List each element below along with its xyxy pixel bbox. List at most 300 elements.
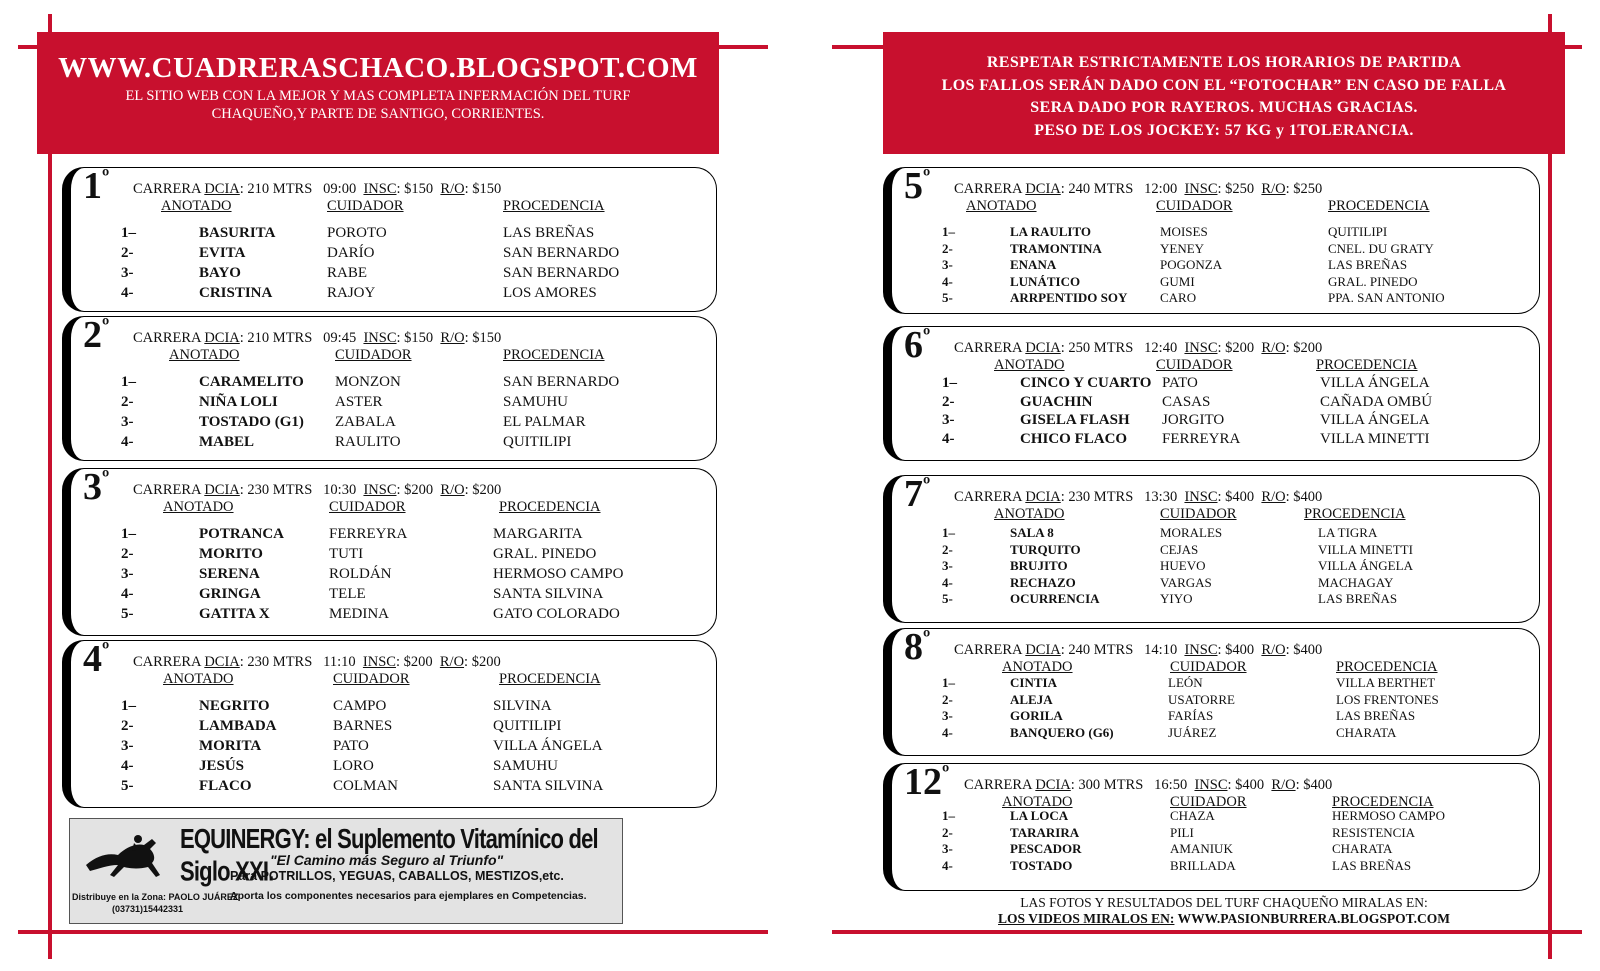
col-anotado-header: ANOTADO <box>1002 659 1073 675</box>
entry-trainer: DARÍO <box>327 245 375 261</box>
race-time: 12:00 <box>1144 181 1178 197</box>
col-procedencia-header: PROCEDENCIA <box>1304 506 1406 522</box>
entry-horse: LUNÁTICO <box>1010 273 1081 289</box>
entry-origin: GRAL. PINEDO <box>493 546 597 562</box>
rules-line: RESPETAR ESTRICTAMENTE LOS HORARIOS DE PARTIDA <box>986 54 1462 71</box>
entry-horse: MABEL <box>199 434 255 450</box>
entry-origin: QUITILIPI <box>1328 224 1388 239</box>
entry-origin: CHARATA <box>1336 724 1397 740</box>
entry-trainer: JUÁREZ <box>1168 724 1217 740</box>
frame-line <box>832 930 1582 934</box>
race-ro-label: R/O <box>1261 340 1286 356</box>
entry-horse: CINCO Y CUARTO <box>1020 375 1152 391</box>
race-card-2 <box>62 313 717 461</box>
entry-origin: SAN BERNARDO <box>503 265 620 281</box>
entry-trainer: ROLDÁN <box>329 566 392 582</box>
entry-number: 1– <box>121 374 136 390</box>
race-ro-value: $200 <box>1293 340 1323 356</box>
entry-horse: BANQUERO (G6) <box>1010 724 1114 740</box>
col-anotado-header: ANOTADO <box>994 357 1065 373</box>
race-ro-value: $200 <box>471 654 501 670</box>
site-subtitle: EL SITIO WEB CON LA MEJOR Y MAS COMPLETA INFERMACIÓN DEL TURF CHAQUEÑO,Y PARTE DE SANTIGO, CORRIENTES. <box>125 88 631 122</box>
race-ro-label: R/O <box>439 654 465 670</box>
col-anotado-header: ANOTADO <box>966 198 1037 214</box>
entry-origin: SANTA SILVINA <box>493 586 604 602</box>
entry-origin: VILLA MINETTI <box>1320 430 1430 447</box>
entry-origin: LAS BREÑAS <box>503 225 595 241</box>
race-insc-label: INSC <box>1184 642 1218 658</box>
col-cuidador-header: CUIDADOR <box>327 198 404 214</box>
race-number-value: 3 <box>83 466 102 508</box>
race-insc-label: INSC <box>363 330 397 346</box>
entry-horse: ARRPENTIDO SOY <box>1010 290 1128 305</box>
entry-origin: GRAL. PINEDO <box>1328 273 1418 289</box>
race-number-value: 2 <box>83 314 102 356</box>
race-number-value: 1 <box>83 165 102 207</box>
entry-number: 2- <box>942 393 955 410</box>
entry-trainer: BARNES <box>333 718 393 734</box>
entry-horse: GORILA <box>1010 708 1063 723</box>
entry-number: 5- <box>942 591 953 606</box>
entry-trainer: COLMAN <box>333 778 399 794</box>
entry-number: 2- <box>121 718 134 734</box>
race-ro-value: $400 <box>1293 642 1323 658</box>
race-distance: 230 <box>247 654 270 670</box>
entry-number: 3- <box>121 566 134 582</box>
race-card-1 <box>62 164 717 312</box>
entry-horse: BASURITA <box>199 225 276 241</box>
entry-origin: LOS FRENTONES <box>1336 691 1439 707</box>
race-insc-label: INSC <box>1184 489 1218 505</box>
entry-origin: SANTA SILVINA <box>493 778 604 794</box>
entry-horse: MORITA <box>199 738 262 754</box>
race-time: 11:10 <box>323 654 356 670</box>
entry-horse: OCURRENCIA <box>1010 591 1100 606</box>
race-number-ordinal: º <box>102 164 110 189</box>
race-number-ordinal: º <box>942 760 950 785</box>
ad-distributor-phone: (03731)15442331 <box>112 904 184 914</box>
entry-horse: TRAMONTINA <box>1010 240 1102 256</box>
ad-title: EQUINERGY: el Suplemento Vitamínico del Siglo XXI. <box>180 823 598 887</box>
entry-number: 2- <box>942 691 953 707</box>
entry-origin: LAS BREÑAS <box>1318 591 1398 606</box>
race-number-value: 6 <box>904 324 923 366</box>
entry-horse: TOSTADO (G1) <box>199 414 304 430</box>
race-number <box>904 474 930 514</box>
race-mtrs-label: MTRS <box>272 181 313 197</box>
race-time: 09:00 <box>323 181 357 197</box>
entry-horse: BRUJITO <box>1010 558 1068 573</box>
race-ro-value: $400 <box>1303 777 1333 793</box>
race-dcia-label: DCIA <box>1025 181 1061 197</box>
entry-number: 3- <box>121 414 134 430</box>
race-time: 14:10 <box>1144 642 1178 658</box>
race-carrera-label: CARRERA <box>954 642 1022 658</box>
entry-trainer: POROTO <box>327 225 387 241</box>
race-ro-label: R/O <box>440 330 465 346</box>
race-insc-label: INSC <box>363 482 397 498</box>
entry-horse: PESCADOR <box>1010 841 1082 856</box>
race-mtrs-label: MTRS <box>272 654 313 670</box>
entry-trainer: GUMI <box>1160 273 1195 289</box>
race-dcia-label: DCIA <box>1025 489 1061 505</box>
left-header-banner <box>37 32 719 154</box>
race-dcia-label: DCIA <box>1025 340 1061 356</box>
entry-trainer: PILI <box>1170 824 1194 840</box>
race-carrera-label: CARRERA <box>133 181 201 197</box>
race-number <box>904 325 930 365</box>
racehorse-icon <box>78 825 178 885</box>
footer-videos-line <box>883 911 1565 927</box>
race-card-7 <box>883 472 1540 623</box>
entry-origin: LOS AMORES <box>503 285 597 301</box>
entry-number: 2- <box>942 240 953 256</box>
entry-origin: VILLA BERTHET <box>1336 675 1436 690</box>
race-ro-value: $150 <box>472 181 502 197</box>
entry-trainer: FERREYRA <box>329 526 408 542</box>
race-insc-label: INSC <box>362 654 396 670</box>
entry-horse: GRINGA <box>199 586 261 602</box>
race-insc-value: $150 <box>404 181 434 197</box>
entry-number: 3- <box>942 841 953 856</box>
race-insc-value: $400 <box>1225 642 1255 658</box>
race-number-ordinal: º <box>102 465 110 490</box>
race-carrera-label: CARRERA <box>964 777 1032 793</box>
race-insc-label: INSC <box>1194 777 1228 793</box>
entry-number: 1– <box>121 698 136 714</box>
entry-number: 2- <box>121 245 134 261</box>
col-cuidador-header: CUIDADOR <box>1170 794 1247 810</box>
race-info: CARRERA DCIA: 210 MTRS 09:00 INSC: $150 R/O: $150 <box>133 181 502 197</box>
frame-line <box>18 930 768 934</box>
entry-horse: BAYO <box>199 265 241 281</box>
col-cuidador-header: CUIDADOR <box>1156 357 1233 373</box>
race-mtrs-label: MTRS <box>1103 777 1144 793</box>
col-anotado-header: ANOTADO <box>994 506 1065 522</box>
col-procedencia-header: PROCEDENCIA <box>1328 198 1430 214</box>
entry-number: 4- <box>942 857 953 873</box>
entry-number: 5- <box>942 290 953 305</box>
race-dcia-label: DCIA <box>204 330 240 346</box>
race-number <box>904 627 930 667</box>
entry-origin: HERMOSO CAMPO <box>1332 808 1446 823</box>
entry-trainer: PATO <box>1162 375 1198 391</box>
race-ro-value: $400 <box>1293 489 1323 505</box>
entry-horse: SALA 8 <box>1010 525 1054 540</box>
entry-horse: LA RAULITO <box>1010 224 1092 239</box>
entry-horse: TARARIRA <box>1010 824 1080 840</box>
entry-origin: SAN BERNARDO <box>503 245 620 261</box>
entry-number: 1– <box>942 224 955 239</box>
race-number-ordinal: º <box>923 472 931 497</box>
entry-trainer: RAJOY <box>327 285 376 301</box>
footer-videos-link[interactable]: WWW.PASIONBURRERA.BLOGSPOT.COM <box>1177 911 1450 926</box>
race-card-4 <box>62 637 717 808</box>
entry-origin: VILLA ÁNGELA <box>1320 375 1430 391</box>
entry-number: 4- <box>942 430 955 447</box>
col-anotado-header: ANOTADO <box>163 499 234 515</box>
footer <box>883 895 1565 927</box>
race-ro-value: $150 <box>472 330 502 346</box>
entry-number: 3- <box>942 412 955 428</box>
rules-line: LOS FALLOS SERÁN DADO CON EL “FOTOCHAR” EN CASO DE FALLA <box>941 76 1507 94</box>
entry-number: 4- <box>942 574 953 590</box>
race-info: CARRERA DCIA: 240 MTRS 14:10 INSC: $400 R/O: $400 <box>954 642 1323 658</box>
col-anotado-header: ANOTADO <box>169 347 240 363</box>
entry-origin: CAÑADA OMBÚ <box>1320 393 1433 410</box>
col-cuidador-header: CUIDADOR <box>1160 506 1237 522</box>
entry-number: 1– <box>942 808 955 823</box>
entry-origin: LAS BREÑAS <box>1328 257 1408 272</box>
entry-trainer: RAULITO <box>335 434 401 450</box>
rules-line: SERA DADO POR RAYEROS. MUCHAS GRACIAS. <box>1030 99 1418 116</box>
entry-origin: LA TIGRA <box>1318 525 1378 540</box>
race-distance: 230 <box>1068 489 1091 505</box>
race-number-value: 5 <box>904 165 923 207</box>
race-number <box>904 166 930 206</box>
race-number <box>83 467 109 507</box>
race-mtrs-label: MTRS <box>1093 489 1134 505</box>
entry-origin: LAS BREÑAS <box>1332 857 1412 873</box>
entry-number: 2- <box>942 824 953 840</box>
race-number-value: 7 <box>904 473 923 515</box>
entry-horse: ALEJA <box>1010 691 1053 707</box>
entry-origin: HERMOSO CAMPO <box>493 566 624 582</box>
race-distance: 250 <box>1068 340 1091 356</box>
entry-horse: NIÑA LOLI <box>199 394 278 410</box>
race-distance: 240 <box>1068 181 1091 197</box>
race-time: 09:45 <box>323 330 357 346</box>
entry-trainer: LORO <box>333 758 374 774</box>
entry-origin: QUITILIPI <box>493 718 562 734</box>
entry-number: 3- <box>942 708 953 723</box>
race-info: CARRERA DCIA: 300 MTRS 16:50 INSC: $400 R/O: $400 <box>964 777 1333 793</box>
entry-trainer: ZABALA <box>335 414 396 430</box>
entry-origin: VILLA MINETTI <box>1318 541 1413 557</box>
entry-trainer: MOISES <box>1160 224 1208 239</box>
ad-distributor <box>72 891 238 915</box>
entry-origin: GATO COLORADO <box>493 606 620 622</box>
entry-horse: CRISTINA <box>199 285 273 301</box>
race-carrera-label: CARRERA <box>954 340 1022 356</box>
race-insc-value: $200 <box>403 654 433 670</box>
entry-origin: CNEL. DU GRATY <box>1328 240 1434 256</box>
race-distance: 230 <box>247 482 270 498</box>
footer-line: LAS FOTOS Y RESULTADOS DEL TURF CHAQUEÑO MIRALAS EN: <box>1020 895 1428 910</box>
race-mtrs-label: MTRS <box>272 482 313 498</box>
race-info: CARRERA DCIA: 230 MTRS 11:10 INSC: $200 R/O: $200 <box>133 654 501 670</box>
race-ro-label: R/O <box>1261 642 1286 658</box>
entry-trainer: LEÓN <box>1168 675 1203 690</box>
entry-number: 3- <box>942 257 953 272</box>
race-dcia-label: DCIA <box>1035 777 1071 793</box>
race-insc-value: $200 <box>1225 340 1255 356</box>
col-procedencia-header: PROCEDENCIA <box>1316 357 1418 373</box>
entry-trainer: FARÍAS <box>1168 708 1214 723</box>
entry-horse: TURQUITO <box>1010 541 1081 557</box>
entry-origin: SILVINA <box>493 698 552 714</box>
entry-number: 4- <box>121 586 134 602</box>
race-card-6 <box>883 323 1540 461</box>
entry-trainer: TELE <box>329 586 366 602</box>
entry-horse: CHICO FLACO <box>1020 430 1128 447</box>
entry-number: 4- <box>942 273 953 289</box>
entry-horse: GUACHIN <box>1020 393 1093 410</box>
ad-distributor-name: Distribuye en la Zona: PAOLO JUÁREZ <box>72 892 239 902</box>
race-number-ordinal: º <box>102 637 110 662</box>
race-insc-value: $400 <box>1235 777 1265 793</box>
entry-origin: SAMUHU <box>493 758 559 774</box>
race-card-8 <box>883 625 1540 756</box>
entry-origin: RESISTENCIA <box>1332 824 1416 840</box>
race-insc-value: $400 <box>1225 489 1255 505</box>
equinergy-ad <box>69 818 623 924</box>
race-time: 16:50 <box>1154 777 1188 793</box>
race-number <box>904 762 949 802</box>
col-cuidador-header: CUIDADOR <box>1156 198 1233 214</box>
race-ro-value: $200 <box>472 482 502 498</box>
frame-line <box>48 14 52 959</box>
race-distance: 210 <box>247 330 270 346</box>
race-distance: 240 <box>1068 642 1091 658</box>
footer-videos-label: LOS VIDEOS MIRALOS EN: <box>998 911 1175 926</box>
entry-origin: VILLA ÁNGELA <box>493 738 603 754</box>
race-ro-label: R/O <box>1261 489 1286 505</box>
entry-number: 4- <box>121 434 134 450</box>
entry-horse: JESÚS <box>199 758 245 774</box>
race-carrera-label: CARRERA <box>954 181 1022 197</box>
col-anotado-header: ANOTADO <box>161 198 232 214</box>
entry-number: 2- <box>942 541 953 557</box>
entry-horse: GATITA X <box>199 606 270 622</box>
col-cuidador-header: CUIDADOR <box>1170 659 1247 675</box>
entry-origin: EL PALMAR <box>503 414 586 430</box>
entry-trainer: RABE <box>327 265 368 281</box>
entry-number: 2- <box>121 394 134 410</box>
race-insc-value: $250 <box>1225 181 1255 197</box>
rules-line: PESO DE LOS JOCKEY: 57 KG y 1TOLERANCIA. <box>1034 121 1414 139</box>
col-procedencia-header: PROCEDENCIA <box>503 347 605 363</box>
race-info: CARRERA DCIA: 230 MTRS 10:30 INSC: $200 R/O: $200 <box>133 482 502 498</box>
entry-origin: QUITILIPI <box>503 434 572 450</box>
col-anotado-header: ANOTADO <box>163 671 234 687</box>
race-number <box>83 315 109 355</box>
race-carrera-label: CARRERA <box>133 654 201 670</box>
race-mtrs-label: MTRS <box>1093 642 1134 658</box>
race-mtrs-label: MTRS <box>1093 181 1134 197</box>
entry-trainer: CASAS <box>1162 393 1211 410</box>
entry-trainer: CHAZA <box>1170 808 1215 823</box>
entry-trainer: TUTI <box>329 546 364 562</box>
entry-trainer: MORALES <box>1160 525 1223 540</box>
race-ro-label: R/O <box>1261 181 1286 197</box>
col-procedencia-header: PROCEDENCIA <box>499 499 601 515</box>
entry-horse: FLACO <box>199 778 252 794</box>
entry-number: 5- <box>121 778 134 794</box>
race-number <box>83 166 109 206</box>
entry-number: 1– <box>942 675 955 690</box>
entry-horse: RECHAZO <box>1010 574 1076 590</box>
race-card-12 <box>883 760 1540 891</box>
race-mtrs-label: MTRS <box>1093 340 1134 356</box>
ad-targets: Para POTRILLOS, YEGUAS, CABALLOS, MESTIZOS,etc. <box>230 869 564 883</box>
col-anotado-header: ANOTADO <box>1002 794 1073 810</box>
entry-origin: SAMUHU <box>503 394 569 410</box>
race-ro-label: R/O <box>1271 777 1296 793</box>
entry-trainer: HUEVO <box>1160 558 1206 573</box>
race-time: 10:30 <box>323 482 357 498</box>
entry-trainer: CEJAS <box>1160 541 1199 557</box>
race-carrera-label: CARRERA <box>133 330 201 346</box>
race-number <box>83 639 109 679</box>
entry-origin: CHARATA <box>1332 841 1393 856</box>
entry-trainer: USATORRE <box>1168 691 1235 707</box>
entry-number: 3- <box>942 558 953 573</box>
race-distance: 300 <box>1078 777 1101 793</box>
entry-trainer: CAMPO <box>333 698 387 714</box>
entry-number: 1– <box>942 525 955 540</box>
entry-trainer: PATO <box>333 738 369 754</box>
race-info: CARRERA DCIA: 210 MTRS 09:45 INSC: $150 R/O: $150 <box>133 330 502 346</box>
ad-description: Aporta los componentes necesarios para ejemplares en Competencias. <box>230 890 587 902</box>
entry-origin: SAN BERNARDO <box>503 374 620 390</box>
entry-number: 4- <box>942 724 953 740</box>
entry-trainer: POGONZA <box>1160 257 1223 272</box>
race-insc-label: INSC <box>363 181 397 197</box>
entry-origin: MARGARITA <box>493 526 583 542</box>
race-card-3 <box>62 465 717 636</box>
entry-horse: TOSTADO <box>1010 857 1073 873</box>
entry-trainer: JORGITO <box>1162 412 1225 428</box>
entry-trainer: VARGAS <box>1160 574 1212 590</box>
entry-horse: EVITA <box>199 245 246 261</box>
frame-line <box>1548 14 1552 959</box>
race-number-ordinal: º <box>923 164 931 189</box>
race-dcia-label: DCIA <box>204 181 240 197</box>
race-distance: 210 <box>247 181 270 197</box>
entry-origin: VILLA ÁNGELA <box>1318 558 1413 573</box>
site-title: WWW.CUADRERASCHACO.BLOGSPOT.COM <box>58 52 698 84</box>
race-dcia-label: DCIA <box>1025 642 1061 658</box>
race-ro-value: $250 <box>1293 181 1323 197</box>
race-card-5 <box>883 164 1540 314</box>
entry-origin: LAS BREÑAS <box>1336 708 1416 723</box>
entry-trainer: YIYO <box>1160 591 1193 606</box>
entry-horse: LAMBADA <box>199 718 277 734</box>
race-number-value: 8 <box>904 626 923 668</box>
col-procedencia-header: PROCEDENCIA <box>499 671 601 687</box>
ad-slogan: "El Camino más Seguro al Triunfo" <box>270 852 504 868</box>
entry-trainer: MEDINA <box>329 606 389 622</box>
race-info: CARRERA DCIA: 230 MTRS 13:30 INSC: $400 R/O: $400 <box>954 489 1323 505</box>
entry-origin: MACHAGAY <box>1318 574 1394 590</box>
race-dcia-label: DCIA <box>204 482 240 498</box>
race-info: CARRERA DCIA: 250 MTRS 12:40 INSC: $200 R/O: $200 <box>954 340 1323 356</box>
entry-number: 5- <box>121 606 134 622</box>
race-number-value: 4 <box>83 638 102 680</box>
entry-trainer: MONZON <box>335 374 401 390</box>
entry-number: 2- <box>121 546 134 562</box>
race-dcia-label: DCIA <box>204 654 240 670</box>
race-carrera-label: CARRERA <box>954 489 1022 505</box>
race-carrera-label: CARRERA <box>133 482 201 498</box>
race-ro-label: R/O <box>440 181 465 197</box>
col-cuidador-header: CUIDADOR <box>333 671 410 687</box>
entry-horse: GISELA FLASH <box>1020 412 1130 428</box>
col-cuidador-header: CUIDADOR <box>329 499 406 515</box>
entry-origin: VILLA ÁNGELA <box>1320 412 1430 428</box>
entry-horse: NEGRITO <box>199 698 270 714</box>
